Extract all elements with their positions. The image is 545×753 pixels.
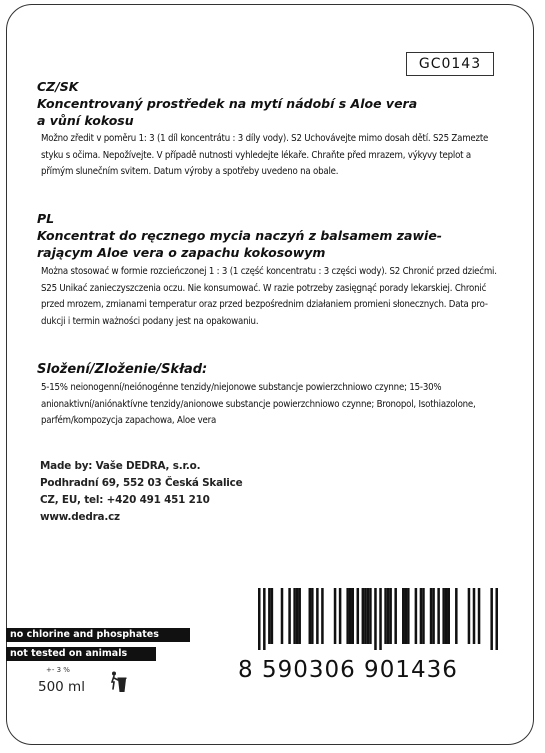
pl-section	[37, 210, 442, 261]
barcode-bar	[364, 588, 367, 644]
manufacturer-info	[40, 458, 242, 526]
composition-body	[41, 380, 511, 430]
section-title-line: Koncentrat do ręcznego mycia naczyń z balsamem zawie-	[37, 228, 442, 243]
barcode-bar	[288, 588, 291, 644]
barcode-bar	[334, 588, 337, 644]
body-line: 5-15% neionogenní/neiónogénne tenzidy/niejonowe substancje powierzchniowo czynne; 15-30%	[41, 382, 442, 393]
barcode-bar	[379, 588, 382, 650]
maker-line: Made by: Vaše DEDRA, s.r.o.	[40, 460, 201, 472]
barcode-bar	[478, 588, 481, 644]
cz-sk-section	[37, 78, 417, 129]
product-code: GC0143	[406, 52, 494, 76]
barcode-bar	[268, 588, 271, 644]
barcode-bar	[374, 588, 377, 650]
barcode	[258, 588, 498, 650]
maker-website: www.dedra.cz	[40, 511, 120, 523]
barcode-bar	[402, 588, 405, 644]
no-chlorine-badge: no chlorine and phosphates	[6, 628, 190, 642]
not-tested-badge: not tested on animals	[6, 647, 156, 661]
barcode-bar	[394, 588, 397, 644]
cz-sk-body	[41, 131, 511, 181]
barcode-bar	[490, 588, 493, 650]
barcode-bar	[298, 588, 301, 644]
barcode-bar	[296, 588, 299, 644]
body-line: parfém/kompozycja zapachowa, Aloe vera	[41, 415, 217, 427]
body-line: anionaktivní/aniónaktívne tenzidy/anionowe substancje powierzchniowo czynne; Bronopol, Isothiazolone,	[41, 398, 476, 410]
barcode-bar	[311, 588, 314, 644]
barcode-bar	[357, 588, 360, 644]
barcode-bar	[321, 588, 324, 644]
composition-title: Složení/Zloženie/Skład:	[37, 362, 208, 377]
barcode-bar	[271, 588, 274, 644]
body-line: přímým slunečním svitem. Datum výroby a spotřeby uvedeno na obale.	[41, 166, 339, 178]
barcode-bar	[415, 588, 418, 644]
barcode-bar	[430, 588, 433, 644]
barcode-bar	[495, 588, 498, 650]
barcode-bar	[468, 588, 471, 644]
pl-body	[41, 264, 511, 330]
barcode-bar	[362, 588, 365, 644]
barcode-bar	[367, 588, 370, 644]
barcode-bar	[442, 588, 445, 644]
barcode-bar	[445, 588, 448, 644]
barcode-bar	[437, 588, 440, 644]
barcode-bar	[351, 588, 354, 644]
barcode-bar	[293, 588, 296, 644]
barcode-bar	[447, 588, 450, 644]
volume-amount: 500 ml	[38, 679, 85, 695]
lang-code: CZ/SK	[37, 79, 79, 94]
barcode-bar	[263, 588, 266, 650]
body-line: S25 Unikać zanieczyszczenia oczu. Nie konsumować. W razie potrzeby zasięgnąć porady lekarskiej. Chronić	[41, 282, 487, 294]
body-line: Można stosować w formie rozcieńczonej 1 : 3 (1 część koncentratu : 3 części wody). S2 Chronić przed dziećmi.	[41, 266, 497, 277]
barcode-bar	[473, 588, 476, 644]
barcode-bar	[422, 588, 425, 644]
barcode-bar	[349, 588, 352, 644]
barcode-bar	[387, 588, 390, 644]
section-title-line: Koncentrovaný prostředek na mytí nádobí s Aloe vera	[37, 96, 418, 111]
barcode-bar	[309, 588, 312, 644]
volume-tolerance: +- 3 %	[46, 666, 70, 674]
maker-line: Podhradní 69, 552 03 Česká Skalice	[40, 477, 243, 489]
barcode-bar	[432, 588, 435, 644]
barcode-bar	[339, 588, 342, 644]
barcode-bar	[405, 588, 408, 644]
barcode-bar	[407, 588, 410, 644]
section-title-line: a vůní kokosu	[37, 113, 134, 128]
barcode-bar	[281, 588, 284, 644]
maker-line: CZ, EU, tel: +420 491 451 210	[40, 494, 210, 506]
barcode-bar	[258, 588, 261, 650]
body-line: dukcji i termin ważności podany jest na opakowaniu.	[41, 315, 259, 327]
barcode-bar	[455, 588, 458, 644]
lang-code: PL	[37, 211, 55, 226]
barcode-bar	[389, 588, 392, 644]
body-line: przed mrozem, zmianami temperatur oraz przed bezpośrednim działaniem promieni słonecznych. Data pro-	[41, 299, 488, 311]
barcode-bar	[369, 588, 372, 644]
barcode-bar	[346, 588, 349, 644]
barcode-digits: 8 590306 901436	[238, 657, 458, 683]
tidyman-recycle-icon	[108, 670, 128, 694]
section-title-line: rającym Aloe vera o zapachu kokosowym	[37, 245, 326, 260]
barcode-bar	[420, 588, 423, 644]
body-line: styku s očima. Nepožívejte. V případě nutnosti vyhledejte lékaře. Chraňte před mrazem, výkyvy teplot a	[41, 149, 471, 161]
barcode-bar	[384, 588, 387, 644]
body-line: Možno zředit v poměru 1: 3 (1 díl koncentrátu : 3 díly vody). S2 Uchovávejte mimo dosah dětí. S25 Zamezte	[41, 133, 489, 144]
barcode-bar	[316, 588, 319, 644]
